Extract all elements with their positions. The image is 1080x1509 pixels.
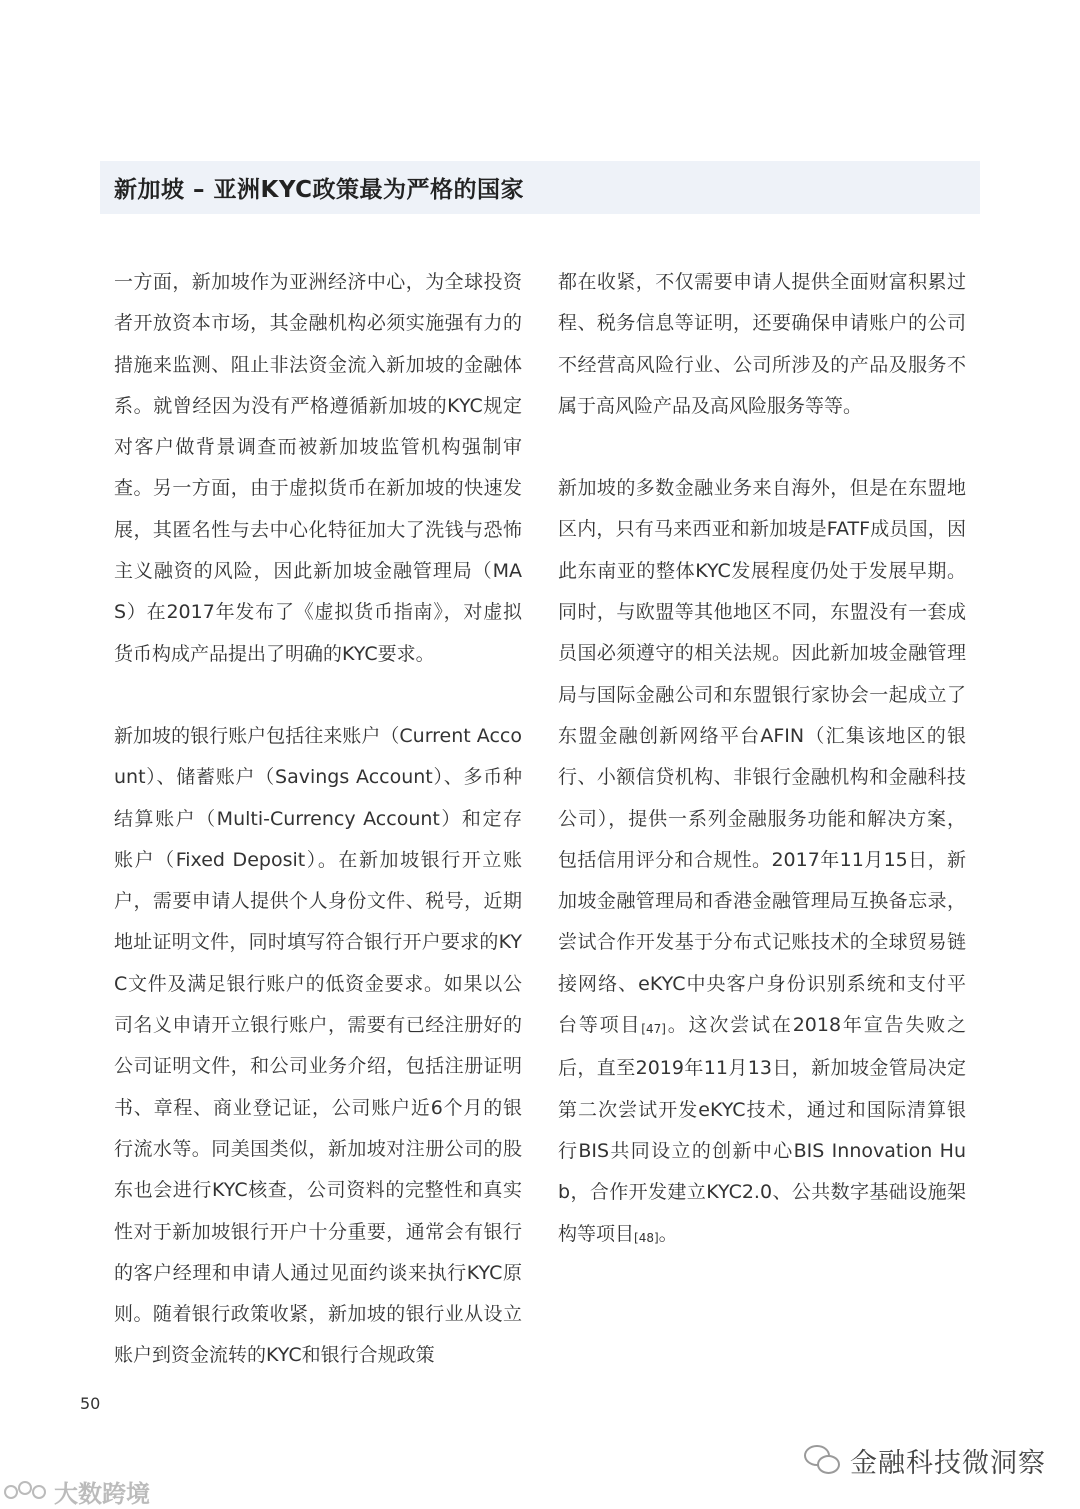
section-title: 新加坡 – 亚洲KYC政策最为严格的国家: [114, 177, 525, 203]
wechat-icon: [804, 1445, 842, 1477]
watermark-right: [804, 1441, 1046, 1480]
brand-logo-icon: [4, 1479, 50, 1505]
reference-marker: [47]: [641, 1022, 666, 1037]
right-column: [558, 262, 966, 1257]
watermark-left: [4, 1474, 150, 1509]
reference-marker: [48]: [634, 1230, 659, 1245]
paragraph: 一方面，新加坡作为亚洲经济中心，为全球投资者开放资本市场，其金融机构必须实施强有力的措施来监测、阻止非法资金流入新加坡的金融体系。就曾经因为没有严格遵循新加坡的KYC规定对客户做背景调查而被新加坡监管机构强制审查。另一方面，由于虚拟货币在新加坡的快速发展，其匿名性与去中心化特征加大了洗钱与恐怖主义融资的风险，因此新加坡金融管理局（MAS）在2017年发布了《虚拟货币指南》，对虚拟货币构成产品提出了明确的KYC要求。: [114, 271, 522, 665]
watermark-left-text: 大数跨境: [54, 1480, 150, 1508]
watermark-text: 金融科技微洞察: [850, 1448, 1046, 1479]
section-header: [100, 161, 980, 214]
paragraph-text: 。: [658, 1222, 678, 1245]
left-column: [114, 262, 522, 1377]
paragraph-text: 新加坡的多数金融业务来自海外，但是在东盟地区内，只有马来西亚和新加坡是FATF成员国，因此东南亚的整体KYC发展程度仍处于发展早期。同时，与欧盟等其他地区不同，东盟没有一套成员国必须遵守的相关法规。因此新加坡金融管理局与国际金融公司和东盟银行家协会一起成立了东盟金融创新网络平台AFIN（汇集该地区的银行、小额信贷机构、非银行金融机构和金融科技公司），提供一系列金融服务功能和解决方案，包括信用评分和合规性。2017年11月15日，新加坡金融管理局和香港金融管理局互换备忘录，尝试合作开发基于分布式记账技术的全球贸易链接网络、eKYC中央客户身份识别系统和支付平台等项目: [558, 477, 966, 1037]
paragraph-text: 。这次尝试在2018年宣告失败之后，直至2019年11月13日，新加坡金管局决定第二次尝试开发eKYC技术，通过和国际清算银行BIS共同设立的创新中心BIS Innovation Hub，合作开发建立KYC2.0、公共数字基础设施架构等项目: [558, 1014, 966, 1245]
page-number: 50: [80, 1394, 101, 1413]
paragraph: 新加坡的银行账户包括往来账户（Current Account）、储蓄账户（Savings Account）、多币种结算账户（Multi-Currency Account）和定存账户（Fixed Deposit）。在新加坡银行开立账户，需要申请人提供个人身份文件、税号，近期地址证明文件，同时填写符合银行开户要求的KYC文件及满足银行账户的低资金要求。如果以公司名义申请开立银行账户，需要有已经注册好的公司证明文件，和公司业务介绍，包括注册证明书、章程、商业登记证，公司账户近6个月的银行流水等。同美国类似，新加坡对注册公司的股东也会进行KYC核查，公司资料的完整性和真实性对于新加坡银行开户十分重要，通常会有银行的客户经理和申请人通过见面约谈来执行KYC原则。随着银行政策收紧，新加坡的银行业从设立账户到资金流转的KYC和银行合规政策: [114, 724, 522, 1367]
paragraph: [558, 468, 966, 1257]
paragraph: 都在收紧，不仅需要申请人提供全面财富积累过程、税务信息等证明，还要确保申请账户的公司不经营高风险行业、公司所涉及的产品及服务不属于高风险产品及高风险服务等等。: [558, 271, 966, 417]
